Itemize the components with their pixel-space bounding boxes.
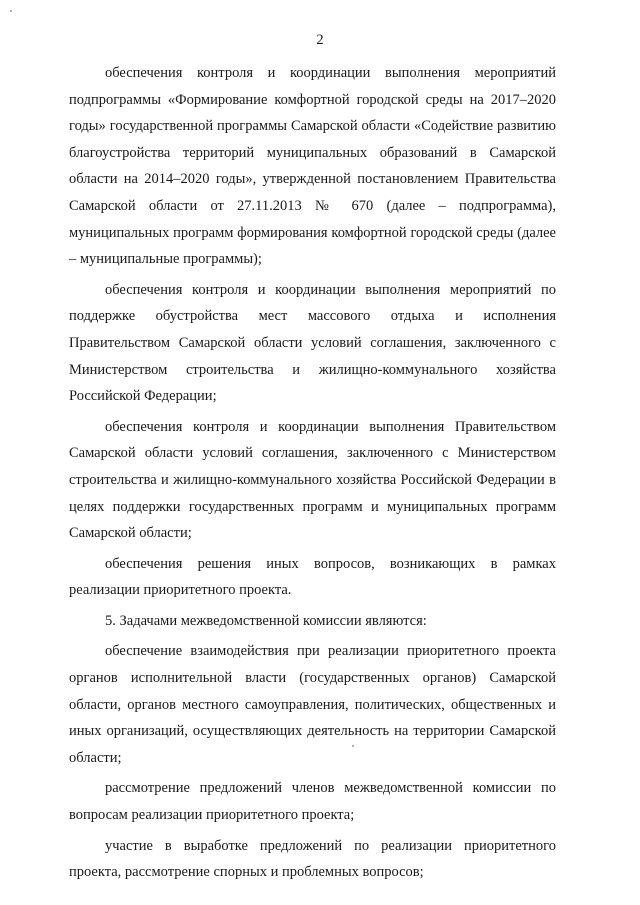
paragraph-2: обеспечения контроля и координации выполнения мероприятий по поддержке обустройства мест массового отдыха и исполнения Правительством Самарской области условий соглашения, заключенного с Министерством строительства и жилищно-коммунального хозяйства Российской Федерации; <box>69 281 556 405</box>
paragraph-3: обеспечения контроля и координации выполнения Правительством Самарской области условий соглашения, заключенного с Министерством строительства и жилищно-коммунального хозяйства Российской Федерации в целях поддержки государственных программ и муниципальных программ Самарской области; <box>69 418 556 542</box>
paragraph-1: обеспечения контроля и координации выполнения мероприятий подпрограммы «Формирование комфортной городской среды на 2017–2020 годы» государственной программы Самарской области «Содействие развитию благоустройства территорий муниципальных образований в Самарской области на 2014–2020 годы», утвержденной постановлением Правительства Самарской области от 27.11.2013 № 670 (далее – подпрограмма), муниципальных программ формирования комфортной городской среды (далее – муниципальные программы); <box>69 65 556 268</box>
scan-speck <box>352 745 354 747</box>
paragraph-4: обеспечения решения иных вопросов, возникающих в рамках реализации приоритетного проекта. <box>69 555 556 599</box>
paragraph-6: обеспечение взаимодействия при реализации приоритетного проекта органов исполнительной власти (государственных органов) Самарской области, органов местного самоуправления, политических, общественных и иных организаций, осуществляющих деятельность на территории Самарской области; <box>69 643 556 766</box>
paragraph-7: рассмотрение предложений членов межведомственной комиссии по вопросам реализации приоритетного проекта; <box>69 780 556 824</box>
paragraph-5: 5. Задачами межведомственной комиссии являются: <box>105 612 427 629</box>
paragraph-8: участие в выработке предложений по реализации приоритетного проекта, рассмотрение спорных и проблемных вопросов; <box>69 837 556 881</box>
scan-speck <box>10 10 12 12</box>
document-body <box>69 60 556 886</box>
page-number: 2 <box>316 32 324 48</box>
